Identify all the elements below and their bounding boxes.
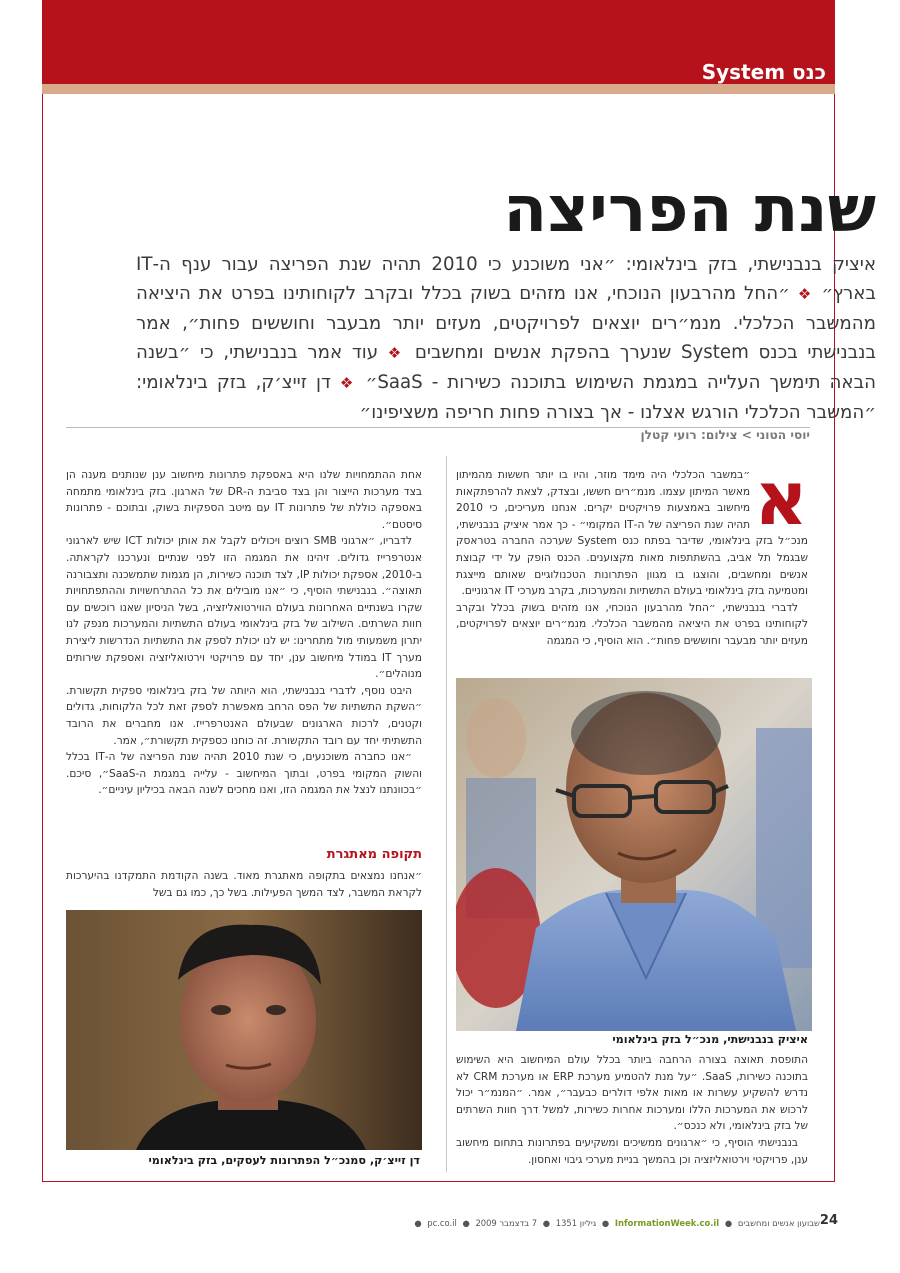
lead-part-3: עוד אמר בנבנישתי, כי ״בשנה הבאה תימשך העלייה במגמת השימוש בתוכנה כשירות - SaaS״ (136, 342, 876, 393)
footer-site-link[interactable]: InformationWeek.co.il (614, 1218, 720, 1228)
section-subheading: תקופה מאתגרת (326, 847, 422, 862)
bullet-icon: ● (462, 1218, 470, 1228)
column-divider (446, 456, 447, 1172)
portrait-photo-image (66, 910, 422, 1150)
section-tag: כנס System (701, 60, 826, 84)
bullet-icon: ● (542, 1218, 551, 1228)
body-paragraph: ״אנו כחברה משוכנעים, כי שנת 2010 תהיה שנת הפריצה של ה-IT בכלל והשוק המקומי בפרט, ובתוך המיחשוב - עלייה במגמת ה-SaaS״, סיכם. ״בכוונתנו לנצל את המגמה הזו, ואנו מחכים לשנה הבאה בכיליון עיניים״. (66, 751, 422, 797)
left-column-top (66, 467, 422, 799)
bullet-icon: ● (724, 1218, 733, 1228)
footer-publication: שבועון אנשים ומחשבים (737, 1218, 820, 1228)
diamond-icon: ❖ (797, 285, 814, 303)
body-paragraph: ״במשבר הכלכלי היה מימד מוזר, והיו בו יותר חששות מהמיתון מאשר המיתון עצמו. מנמ״רים חששו, ובצדק, לצאת להרפתקאות מיחשוב באמצעות פרויקטים יקרים. אנחנו מעריכים, כי 2010 תהיה שנת הפריצה של ה-IT המקומי״ - כך אמר איציק בנבנישתי, מנכ״ל בזק בינלאומי, שדיבר בפתח כנס System שערכה החברה בטראסק שבגמל תל אביב, בהשתתפות מאות מקצוענים. הכנס הופק על ידי קבוצת אנשים ומחשבים, והוצגו בו מגוון הפתרונות הטכנולוגיים שאותם מייצגת ומטמיעה בזק בינלאומי בעולם התשתיות והמערכות, בקרב מערכי IT ארגוניים. (456, 469, 808, 598)
portrait-photo-image (456, 678, 812, 1031)
body-paragraph: אחת ההתמחויות שלנו היא באספקת פתרונות מיחשוב ענן שנותנים מענה הן בצד מערכות הייצור והן בצד סביבת ה-DR של הארגון. בזק בינלאומי מתמחה באספקה כוללת של פתרונות IT עם מיטב הספקיות בשוק, ובתוכם - פתרונות סיסטם״. (66, 469, 422, 531)
byline-credits: יוסי הטוני > צילום: רועי קטלן (640, 428, 810, 442)
body-paragraph: התופסת תאוצה בצורה הרחבה ביותר בכלל עולם המיחשוב היא השימוש בתוכנה כשירות, SaaS. ״על מנת להטמיע מערכת ERP או מערכת CRM לא נדרש להשקיע עשרות או מאות אלפי דולרים כבעבר״, אמר. ״המנמ״ר יכול לרכוש את המערכות הללו ומערכות אחרות כשירות, למשל דרך חוות השרתים של בזק בינלאומי, ולא כנכס״. (456, 1054, 808, 1133)
left-column-sub (66, 868, 422, 901)
body-paragraph: לדברי בנבנישתי, ״החל מהרבעון הנוכחי, אנו מזהים בשוק בכלל ובקרב לקוחותינו בפרט את היציאה מהמשבר הכלכלי. מנמ״רים יוצאים לפרויקטים, מעזים יותר מבעבר וחוששים פחות״. הוא הוסיף, כי המגמה (456, 601, 808, 647)
photo-caption: איציק בנבנישתי, מנכ״ל בזק בינלאומי (612, 1033, 808, 1046)
right-column-top (456, 456, 808, 650)
lead-part-4: דן זייצ׳ק, בזק בינלאומי: ״המשבר הכלכלי הורגש אצלנו - אך בצורה פחות חריפה משציפינו״ (136, 372, 876, 423)
page-footer (390, 1218, 820, 1234)
article-lead (136, 250, 876, 427)
body-paragraph: היבט נוסף, לדברי בנבנישתי, הוא היותה של בזק בינלאומי ספקית תקשורת. ״השקת התשתיות של הפס הרחב מאפשרת לספק זאת לכל הלקוחות, גדולים וקטנים, לרכות הארגונים שבעולם האנטרפרייז. אנו מחברים את הרובד התשתיתי יחד עם רובד התקשורת. זה כוחנו כספקית תקשורת״, אמר. (66, 684, 422, 747)
body-paragraph: לדבריו, ״ארגוני SMB רוצים ויכולים לקבל את אותן יכולות ICT שיש לארגוני אנטרפרייז גדולים. זיהינו את המגמה הזו לפני שנתיים ונערכנו לקראתה. ב-2010, אספקת יכולות IP, לצד תוכנה כשירות, הן מגמות שתמשכנה ותצבורנה תאוצה״. בנבנישתי הוסיף, כי ״אנו מובילים את כל ההתרחשויות וההתפתחויות שקרו בשנתיים האחרונות בעולם הווירטואליזציה, בשל הניסיון שאנו רוכשים עם חוות השרתים. השילוב של בזק בינלאומי בעולם התשתיות והמערכות מנפק לנו יתרון משמעותי מול מתחרינו: יש לנו יכולת לספק את התשתיות הנדרשות ליצירת מערך IT במודל מיחשוב ענן, יחד עם פרויקטי וירטואליזציה ואספקת שירותים מנוהלים״. (66, 535, 422, 681)
photo-itzik-benvenisti (456, 678, 812, 1031)
right-column-bottom (456, 1052, 808, 1168)
body-paragraph: ״אנחנו נמצאים בתקופה מאתגרת מאוד. בשנה הקודמת התמקדנו בהיערכות לקראת המשבר, לצד המשך הפעילות. בשל כך, כמו גם בשל (66, 870, 422, 899)
bullet-icon: ● (601, 1218, 610, 1228)
bullet-icon: ● (414, 1218, 422, 1228)
footer-date: 7 בדצמבר 2009 (475, 1218, 538, 1228)
lead-part-2: ״החל מהרבעון הנוכחי, אנו מזהים בשוק בכלל ובקרב לקוחותינו בפרט את היציאה מהמשבר הכלכלי. מנמ״רים יוצאים לפרויקטים, מעזים יותר מבעבר וחוששים פחות״, אמר בנבנישתי בכנס System שנערך בהפקת אנשים ומחשבים (136, 283, 876, 363)
footer-domain-link[interactable]: pc.co.il (427, 1218, 457, 1228)
lead-part-1: איציק בנבנישתי, בזק בינלאומי: ״אני משוכנע כי 2010 תהיה שנת הפריצה עבור ענף ה-IT בארץ״ (136, 254, 876, 304)
photo-caption: דן זייצ׳ק, סמנכ״ל הפתרונות לעסקים, בזק בינלאומי (148, 1154, 420, 1167)
photo-dan-zaitchik (66, 910, 422, 1150)
diamond-icon: ❖ (339, 374, 357, 392)
diamond-icon: ❖ (387, 344, 406, 362)
footer-issue: גיליון 1351 (555, 1218, 597, 1228)
page-number: 24 (819, 1213, 838, 1228)
body-paragraph: בנבנישתי הוסיף, כי ״ארגונים ממשיכים ומשקיעים בפתרונות בתחום מיחשוב ענן, פרויקטי וירטואליזציה וכן בהמשך בניית מערכי גיבוי ואחסון. (456, 1136, 808, 1166)
drop-cap: א (754, 456, 808, 542)
article-headline: שנת הפריצה (503, 173, 876, 247)
